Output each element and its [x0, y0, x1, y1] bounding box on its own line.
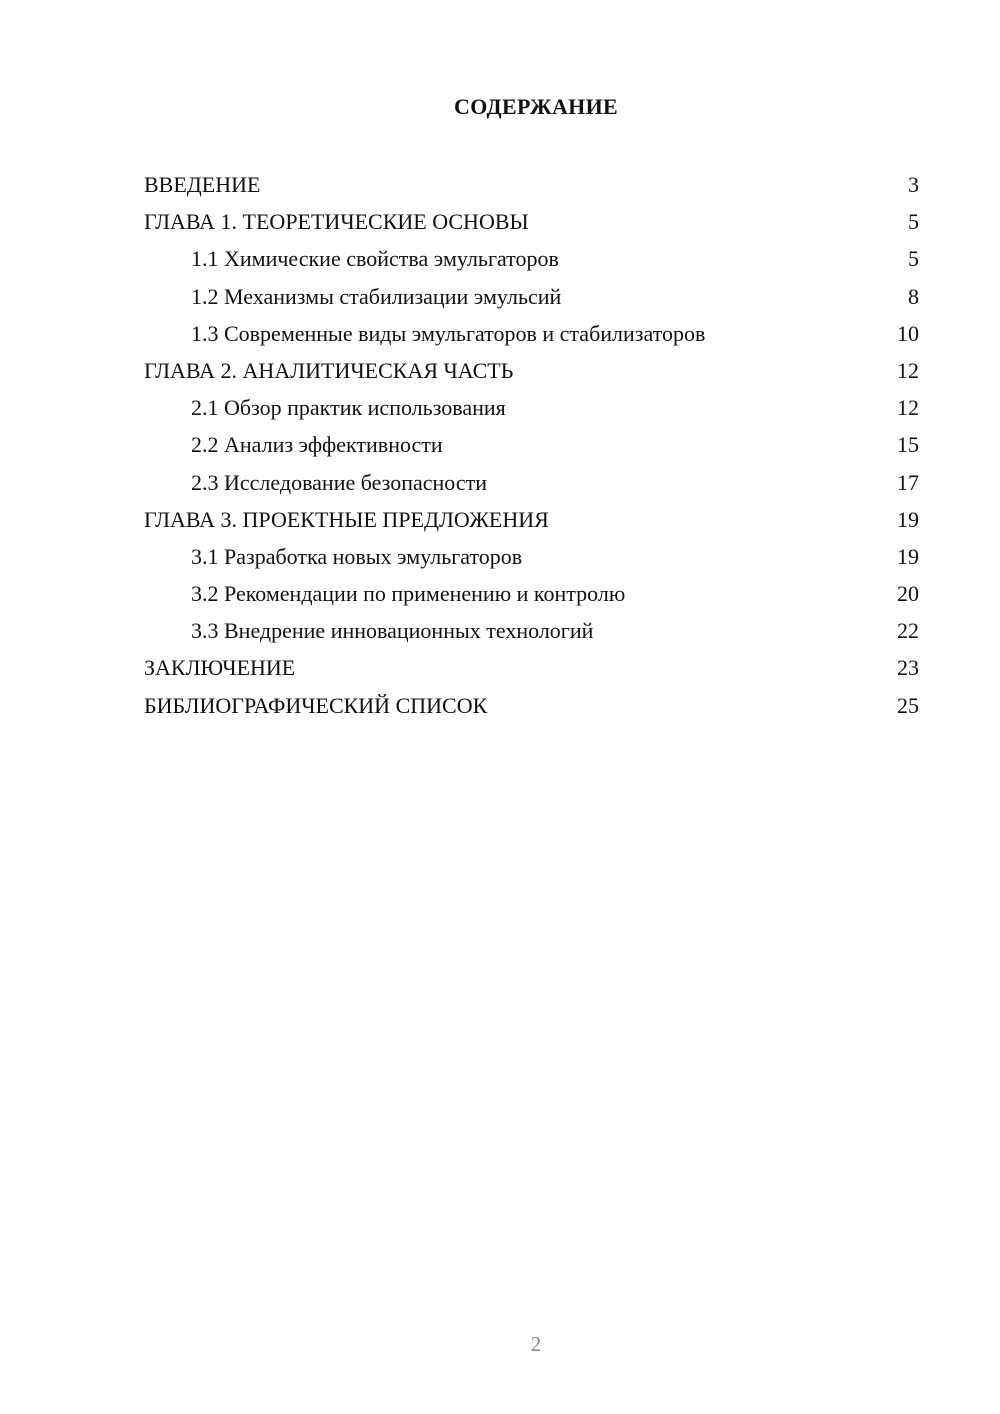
- toc-subentry: [144, 538, 919, 575]
- toc-entry-label: 3.2 Рекомендации по применению и контролю: [191, 581, 626, 607]
- toc-subentry: [144, 612, 919, 649]
- toc-entry-label: 1.3 Современные виды эмульгаторов и стабилизаторов: [191, 320, 706, 346]
- toc-entry-label: ЗАКЛЮЧЕНИЕ: [144, 655, 296, 681]
- toc-entry-label: БИБЛИОГРАФИЧЕСКИЙ СПИСОК: [144, 692, 488, 718]
- toc-entry-page: 3: [908, 172, 919, 197]
- toc-entry-page: 15: [897, 432, 919, 458]
- toc-subentry: [144, 240, 919, 277]
- toc-entry-label: ГЛАВА 2. АНАЛИТИЧЕСКАЯ ЧАСТЬ: [144, 357, 514, 383]
- toc-entry-label: 3.1 Разработка новых эмульгаторов: [191, 543, 523, 569]
- toc-entry-label: ГЛАВА 1. ТЕОРЕТИЧЕСКИЕ ОСНОВЫ: [144, 209, 529, 235]
- toc-entry-page: 25: [897, 692, 919, 718]
- toc-entry-page: 19: [897, 506, 919, 532]
- toc-entry-page: 20: [897, 581, 919, 607]
- toc-entry: [144, 501, 919, 538]
- toc-entry-page: 23: [897, 655, 919, 681]
- toc-entry: [144, 352, 919, 389]
- toc-entry: [144, 203, 919, 240]
- toc-subentry: [144, 575, 919, 612]
- table-of-contents: [144, 166, 919, 724]
- toc-entry-label: 2.3 Исследование безопасности: [191, 469, 488, 495]
- toc-entry-page: 12: [897, 357, 919, 383]
- toc-entry-page: 17: [897, 469, 919, 495]
- toc-entry-label: 1.1 Химические свойства эмульгаторов: [191, 246, 559, 272]
- toc-subentry: [144, 464, 919, 501]
- toc-subentry: [144, 315, 919, 352]
- toc-subentry: [144, 389, 919, 426]
- toc-subentry: [144, 426, 919, 463]
- page-title: СОДЕРЖАНИЕ: [454, 94, 618, 119]
- toc-entry-page: 10: [897, 320, 919, 346]
- toc-entry-page: 8: [908, 283, 919, 309]
- toc-entry-page: 12: [897, 395, 919, 421]
- toc-entry-page: 5: [908, 209, 919, 235]
- toc-entry-page: 19: [897, 543, 919, 569]
- toc-entry: [144, 687, 919, 724]
- toc-entry-page: 5: [908, 246, 919, 272]
- toc-entry-page: 22: [897, 618, 919, 644]
- toc-entry-label: 1.2 Механизмы стабилизации эмульсий: [191, 283, 562, 309]
- toc-subentry: [144, 278, 919, 315]
- toc-entry-label: 3.3 Внедрение инновационных технологий: [191, 618, 594, 644]
- toc-entry-label: 2.2 Анализ эффективности: [191, 432, 443, 458]
- toc-entry-label: ВВЕДЕНИЕ: [144, 172, 261, 197]
- toc-entry-label: 2.1 Обзор практик использования: [191, 395, 506, 421]
- toc-entry-label: ГЛАВА 3. ПРОЕКТНЫЕ ПРЕДЛОЖЕНИЯ: [144, 506, 549, 532]
- toc-entry: [144, 649, 919, 686]
- toc-entry: [144, 166, 919, 203]
- page-number: 2: [530, 1332, 542, 1356]
